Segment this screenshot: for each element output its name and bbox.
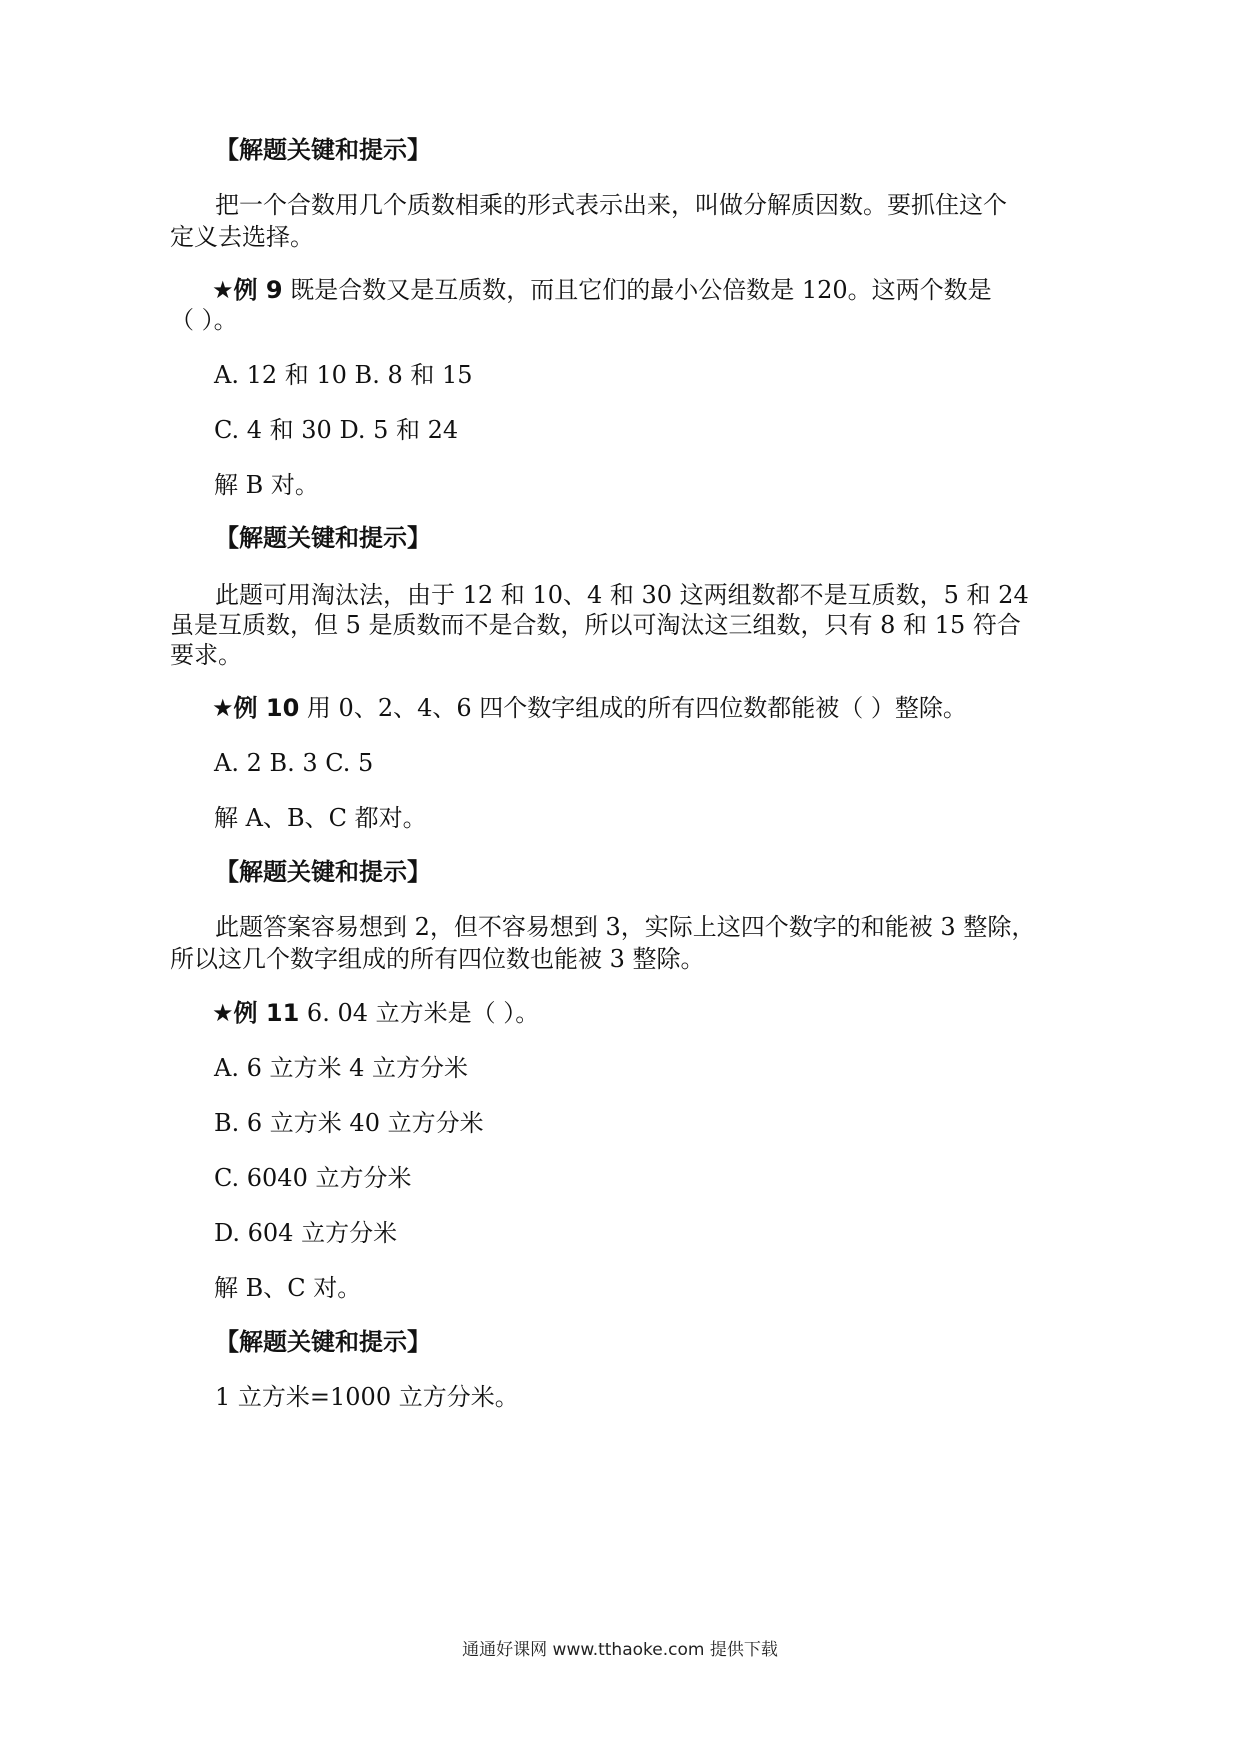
option-c: C. 6040 立方分米: [214, 1164, 412, 1192]
example-label: ★例 10: [212, 694, 300, 722]
paragraph-line: 此题答案容易想到 2，但不容易想到 3，实际上这四个数字的和能被 3 整除，: [215, 913, 1036, 941]
section-heading: 【解题关键和提示】: [215, 524, 431, 552]
section-heading: 【解题关键和提示】: [215, 1328, 431, 1356]
paragraph-line: 所以这几个数字组成的所有四位数也能被 3 整除。: [170, 945, 705, 973]
options-line: C. 4 和 30 D. 5 和 24: [214, 416, 459, 444]
section-heading: 【解题关键和提示】: [215, 858, 431, 886]
question-text: 既是合数又是互质数，而且它们的最小公倍数是 120。这两个数是: [290, 276, 992, 304]
question-text: 6. 04 立方米是（ ）。: [306, 999, 540, 1027]
options-line: A. 2 B. 3 C. 5: [214, 749, 374, 777]
answer-line: 解 B 对。: [214, 471, 319, 499]
option-d: D. 604 立方分米: [214, 1219, 398, 1247]
paragraph-line: 把一个合数用几个质数相乘的形式表示出来，叫做分解质因数。要抓住这个: [215, 191, 1007, 219]
example-question: [212, 693, 967, 723]
question-text: （ ）。: [170, 306, 238, 334]
paragraph-line: 此题可用淘汰法，由于 12 和 10、4 和 30 这两组数都不是互质数，5 和 24: [215, 581, 1029, 609]
paragraph-line: 虽是互质数，但 5 是质数而不是合数，所以可淘汰这三组数，只有 8 和 15 符合: [170, 611, 1021, 639]
question-text: 用 0、2、4、6 四个数字组成的所有四位数都能被（ ）整除。: [306, 694, 967, 722]
section-heading: 【解题关键和提示】: [215, 136, 431, 164]
example-label: ★例 9: [212, 276, 283, 304]
paragraph-line: 要求。: [170, 641, 242, 669]
paragraph-line: 定义去选择。: [170, 223, 314, 251]
option-b: B. 6 立方米 40 立方分米: [214, 1109, 484, 1137]
example-question: [212, 998, 539, 1028]
option-a: A. 6 立方米 4 立方分米: [214, 1054, 469, 1082]
answer-line: 解 B、C 对。: [214, 1274, 362, 1302]
answer-line: 解 A、B、C 都对。: [214, 804, 427, 832]
options-line: A. 12 和 10 B. 8 和 15: [214, 361, 473, 389]
example-label: ★例 11: [212, 999, 300, 1027]
example-question: [212, 275, 992, 305]
page-footer: 通通好课网 www.tthaoke.com 提供下载: [462, 1640, 778, 1660]
paragraph-line: 1 立方米=1000 立方分米。: [215, 1383, 519, 1411]
